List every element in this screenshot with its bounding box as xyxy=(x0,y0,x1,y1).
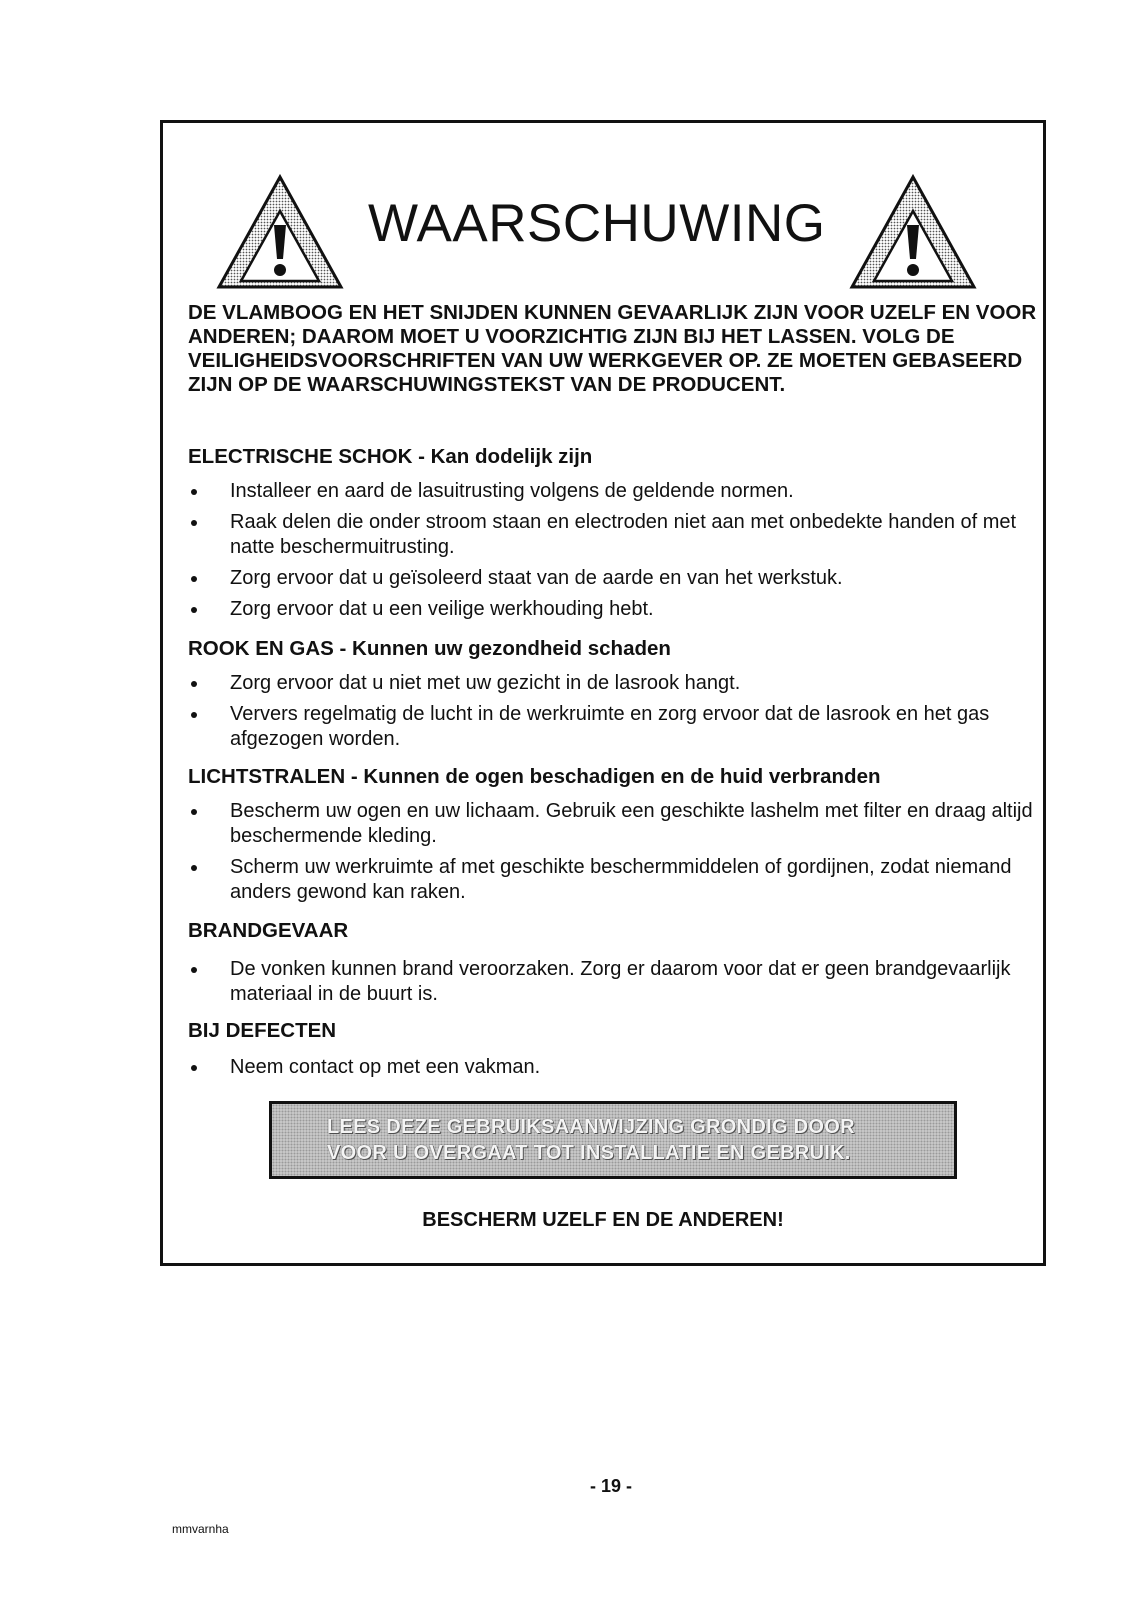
page-number: - 19 - xyxy=(590,1476,633,1496)
list-item: Zorg ervoor dat u geïsoleerd staat van de aarde en van het werkstuk. xyxy=(188,566,1038,591)
section-title-brandgevaar: BRANDGEVAAR xyxy=(188,919,349,942)
list-item: Zorg ervoor dat u niet met uw gezicht in de lasrook hangt. xyxy=(188,671,1038,696)
list-item: Bescherm uw ogen en uw lichaam. Gebruik een geschikte lashelm met filter en draag altijd beschermende kleding. xyxy=(188,799,1038,849)
list-item: Zorg ervoor dat u een veilige werkhouding hebt. xyxy=(188,597,1038,622)
section-list-bij-defecten xyxy=(188,1055,1038,1086)
list-item: De vonken kunnen brand veroorzaken. Zorg er daarom voor dat er geen brandgevaarlijk materiaal in de buurt is. xyxy=(188,957,1038,1007)
warning-triangle-icon xyxy=(215,173,345,291)
notice-line-2: VOOR U OVERGAAT TOT INSTALLATIE EN GEBRUIK. xyxy=(327,1142,851,1164)
list-item: Neem contact op met een vakman. xyxy=(188,1055,1038,1080)
list-item: Scherm uw werkruimte af met geschikte beschermmiddelen of gordijnen, zodat niemand anders gewond kan raken. xyxy=(188,855,1038,905)
section-title-lichtstralen: LICHTSTRALEN - Kunnen de ogen beschadigen en de huid verbranden xyxy=(188,765,881,788)
warning-triangle-icon xyxy=(848,173,978,291)
section-list-electrische-schok xyxy=(188,479,1038,628)
list-item: Installeer en aard de lasuitrusting volgens de geldende normen. xyxy=(188,479,1038,504)
closing-statement: BESCHERM UZELF EN DE ANDEREN! xyxy=(422,1209,784,1231)
file-code: mmvarnha xyxy=(172,1522,229,1536)
section-list-lichtstralen xyxy=(188,799,1038,911)
section-title-bij-defecten: BIJ DEFECTEN xyxy=(188,1019,337,1042)
read-manual-notice xyxy=(269,1101,957,1179)
list-item: Raak delen die onder stroom staan en electroden niet aan met onbedekte handen of met natte beschermuitrusting. xyxy=(188,510,1038,560)
warning-frame xyxy=(160,120,1046,1266)
page-title: WAARSCHUWING xyxy=(368,194,826,253)
notice-line-1: LEES DEZE GEBRUIKSAANWIJZING GRONDIG DOOR xyxy=(327,1116,855,1138)
warning-header xyxy=(163,153,1043,273)
list-item: Ververs regelmatig de lucht in de werkruimte en zorg ervoor dat de lasrook en het gas afgezogen worden. xyxy=(188,702,1038,752)
section-list-rook-en-gas xyxy=(188,671,1038,758)
section-title-electrische-schok: ELECTRISCHE SCHOK - Kan dodelijk zijn xyxy=(188,445,593,468)
intro-paragraph: DE VLAMBOOG EN HET SNIJDEN KUNNEN GEVAARLIJK ZIJN VOOR UZELF EN VOOR ANDEREN; DAAROM MOET U VOORZICHTIG ZIJN BIJ HET LASSEN. VOLG DE VEILIGHEIDSVOORSCHRIFTEN VAN UW WERKGEVER OP. ZE MOETEN GEBASEERD ZIJN OP DE WAARSCHUWINGSTEKST VAN DE PRODUCENT. xyxy=(188,301,1037,396)
section-title-rook-en-gas: ROOK EN GAS - Kunnen uw gezondheid schaden xyxy=(188,637,671,660)
section-list-brandgevaar xyxy=(188,957,1038,1013)
